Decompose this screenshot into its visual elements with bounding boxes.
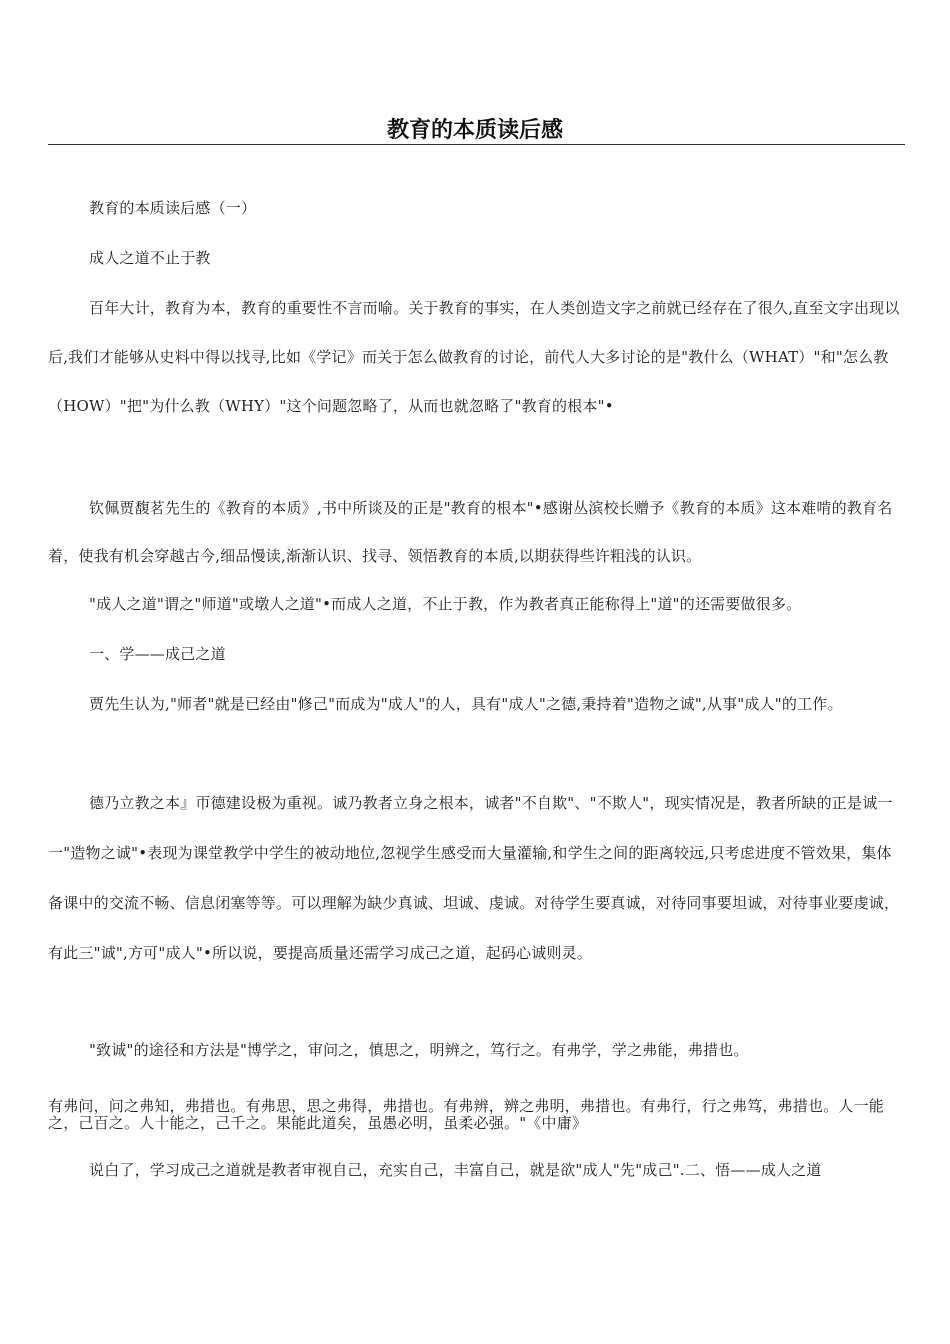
subtitle-paragraph: 教育的本质读后感（一） [89, 199, 257, 217]
title-underline [48, 144, 905, 145]
body-paragraph: 钦佩贾馥茗先生的《教育的本质》,书中所谈及的正是"教育的根本"•感谢丛滨校长赠予《教育的本质》这本难啃的教育名着，使我有机会穿越古今,细品慢读,渐渐认识、找寻、领悟教育的本质,以期获得些许粗浅的认识。 [48, 499, 893, 565]
body-paragraph: "成人之道"谓之"师道"或墩人之道"•而成人之道，不止于教，作为教者真正能称得上"道"的还需要做很多。 [89, 595, 802, 613]
section-heading-paragraph: 一、学——成己之道 [89, 645, 226, 663]
body-paragraph: 百年大计，教育为本，教育的重要性不言而喻。关于教育的事实，在人类创造文字之前就已经存在了很久,直至文字出现以后,我们才能够从史料中得以找寻,比如《学记》而关于怎么做教育的讨论，前代人大多讨论的是"教什么（WHAT）"和"怎么教（HOW）"把"为什么教（WHY）"这个问题忽略了，从而也就忽略了"教育的根本"• [48, 299, 900, 415]
body-paragraph: 说白了，学习成己之道就是教者审视自己，充实自己，丰富自己，就是欲"成人"先"成己".二、悟——成人之道 [89, 1161, 822, 1179]
document-title: 教育的本质读后感 [386, 118, 563, 143]
body-paragraph: "致诚"的途径和方法是"博学之，审问之，慎思之，明辨之，笃行之。有弗学，学之弗能，弗措也。 [89, 1041, 749, 1059]
body-paragraph: 德乃立教之本』帀德建设极为重视。诚乃教者立身之根本，诚者"不自欺"、"不欺人"，现实情况是，教者所缺的正是诚一一"造物之诚"•表现为课堂教学中学生的被动地位,忽视学生感受而大量灌输,和学生之间的距离较远,只考虑进度不管效果，集体备课中的交流不畅、信息闭塞等等。可以理解为缺少真诚、坦诚、虔诚。对待学生要真诚，对待同事要坦诚，对待事业要虔诚，有此三"诚",方可"成人"•所以说，要提高质量还需学习成己之道，起码心诚则灵。 [48, 794, 900, 962]
body-paragraph: 贾先生认为,"师者"就是已经由"修己"而成为"成人"的人，具有"成人"之德,秉持着"造物之诚",从事"成人"的工作。 [89, 695, 843, 713]
section-heading-paragraph: 成人之道不止于教 [89, 249, 211, 267]
quote-paragraph: 有弗问，问之弗知，弗措也。有弗思，思之弗得，弗措也。有弗辨，辨之弗明，弗措也。有弗行，行之弗笃，弗措也。人一能之，己百之。人十能之，己千之。果能此道矣，虽愚必明，虽柔必强。"《中庸》 [48, 1097, 885, 1132]
